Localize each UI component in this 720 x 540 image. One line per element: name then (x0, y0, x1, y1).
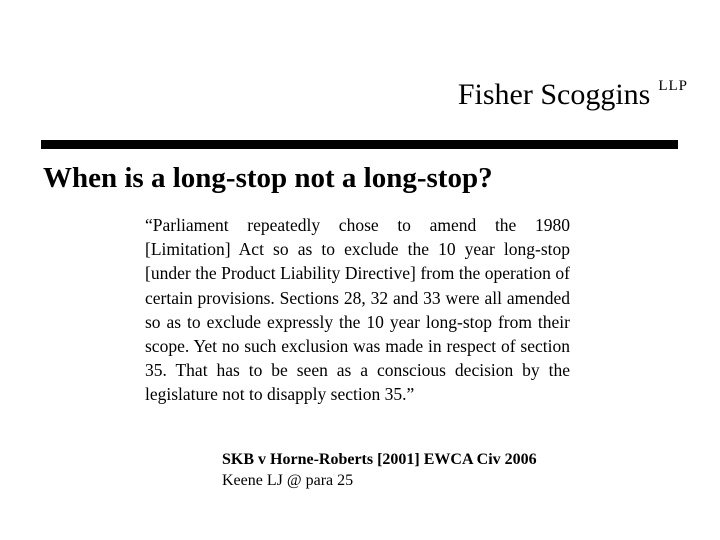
header-divider (41, 140, 678, 149)
firm-suffix: LLP (658, 78, 688, 94)
slide-title: When is a long-stop not a long-stop? (43, 162, 493, 194)
case-reference: SKB v Horne-Roberts [2001] EWCA Civ 2006 (222, 451, 537, 468)
firm-logo (458, 78, 688, 112)
citation (222, 449, 537, 491)
quote-text: “Parliament repeatedly chose to amend the 1980 [Limitation] Act so as to exclude the 10 year long-stop [under the Product Liability Directive] from the operation of certain provisions. Sections 28, 32 and 33 were all amended so as to exclude expressly the 10 year long-stop from their scope. Yet no such exclusion was made in respect of section 35. That has to be seen as a conscious decision by the legislature not to disapply section 35.” (145, 215, 570, 405)
judge-reference: Keene LJ @ para 25 (222, 472, 354, 489)
firm-name: Fisher Scoggins (457, 78, 651, 111)
